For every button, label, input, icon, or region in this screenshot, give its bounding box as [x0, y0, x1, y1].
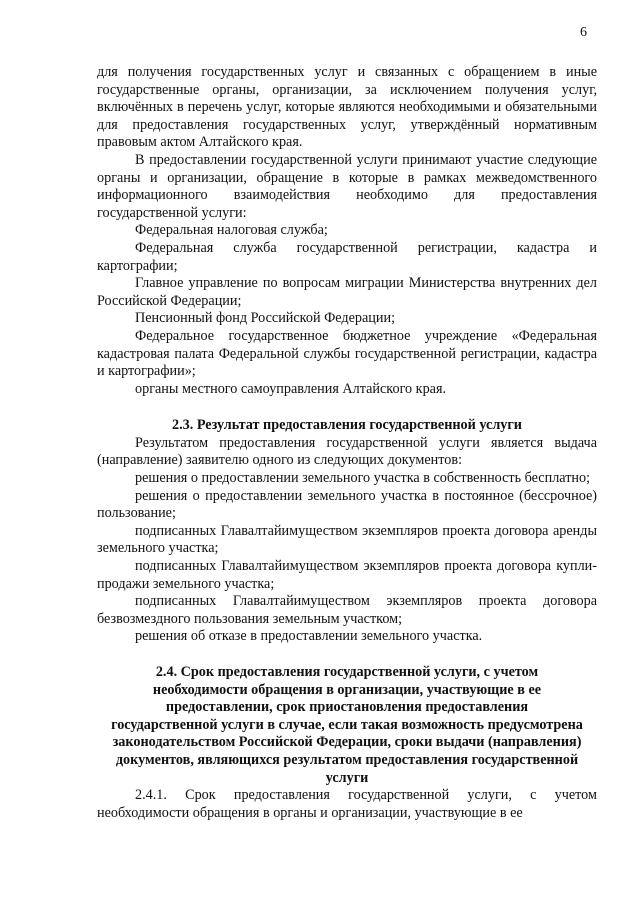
list-item: решения о предоставлении земельного участка в собственность бесплатно;: [135, 470, 591, 487]
list-item: органы местного самоуправления Алтайского края.: [135, 380, 447, 397]
list-item: подписанных Главалтайимуществом экземпляров проекта договора безвозмездного пользования земельным участком;: [97, 593, 597, 627]
page-number: 6: [580, 25, 587, 40]
participants-intro: В предоставлении государственной услуги принимают участие следующие органы и организации, обращение в которые в рамках межведомственного информационного взаимодействия необходимо для предоставления государственной услуги:: [97, 151, 597, 221]
list-item: Федеральное государственное бюджетное учреждение «Федеральная кадастровая палата Федеральной службы государственной регистрации, кадастра и картографии»;: [97, 327, 597, 380]
section-heading-2-4: 2.4. Срок предоставления государственной услуги, с учетом необходимости обращения в организации, участвующие в ее предоставлении, срок приостановления предоставления государственной услуги в случае, если такая возможность предусмотрена законодательством Российской Федерации, сроки выдачи (направления) документов, являющихся результатом предоставления государственной услуги: [111, 664, 583, 786]
participants-list: [97, 222, 597, 398]
section-heading-2-3: 2.3. Результат предоставления государственной услуги: [171, 417, 522, 434]
list-item: Федеральная налоговая служба;: [135, 222, 328, 239]
list-item: решения об отказе в предоставлении земельного участка.: [135, 628, 483, 645]
document-body: [97, 64, 597, 822]
result-documents-list: [97, 470, 597, 646]
list-item: Главное управление по вопросам миграции Министерства внутренних дел Российской Федерации;: [97, 275, 597, 309]
paragraph-continuation: для получения государственных услуг и связанных с обращением в иные государственные органы, организации, за исключением получения услуг, включённых в перечень услуг, которые являются необходимыми и обязательными для предоставления государственных услуг, утверждённый нормативным правовым актом Алтайского края.: [97, 64, 597, 151]
list-item: решения о предоставлении земельного участка в постоянное (бессрочное) пользование;: [97, 487, 597, 522]
list-item: подписанных Главалтайимуществом экземпляров проекта договора аренды земельного участка;: [97, 522, 597, 557]
result-intro: Результатом предоставления государственной услуги является выдача (направление) заявителю одного из следующих документов:: [97, 434, 597, 469]
list-item: Пенсионный фонд Российской Федерации;: [135, 310, 396, 327]
list-item: подписанных Главалтайимуществом экземпляров проекта договора купли-продажи земельного участка;: [97, 558, 597, 592]
list-item: Федеральная служба государственной регистрации, кадастра и картографии;: [97, 239, 597, 274]
paragraph-2-4-1: 2.4.1. Срок предоставления государственной услуги, с учетом необходимости обращения в органы и организации, участвующие в ее: [97, 787, 597, 821]
